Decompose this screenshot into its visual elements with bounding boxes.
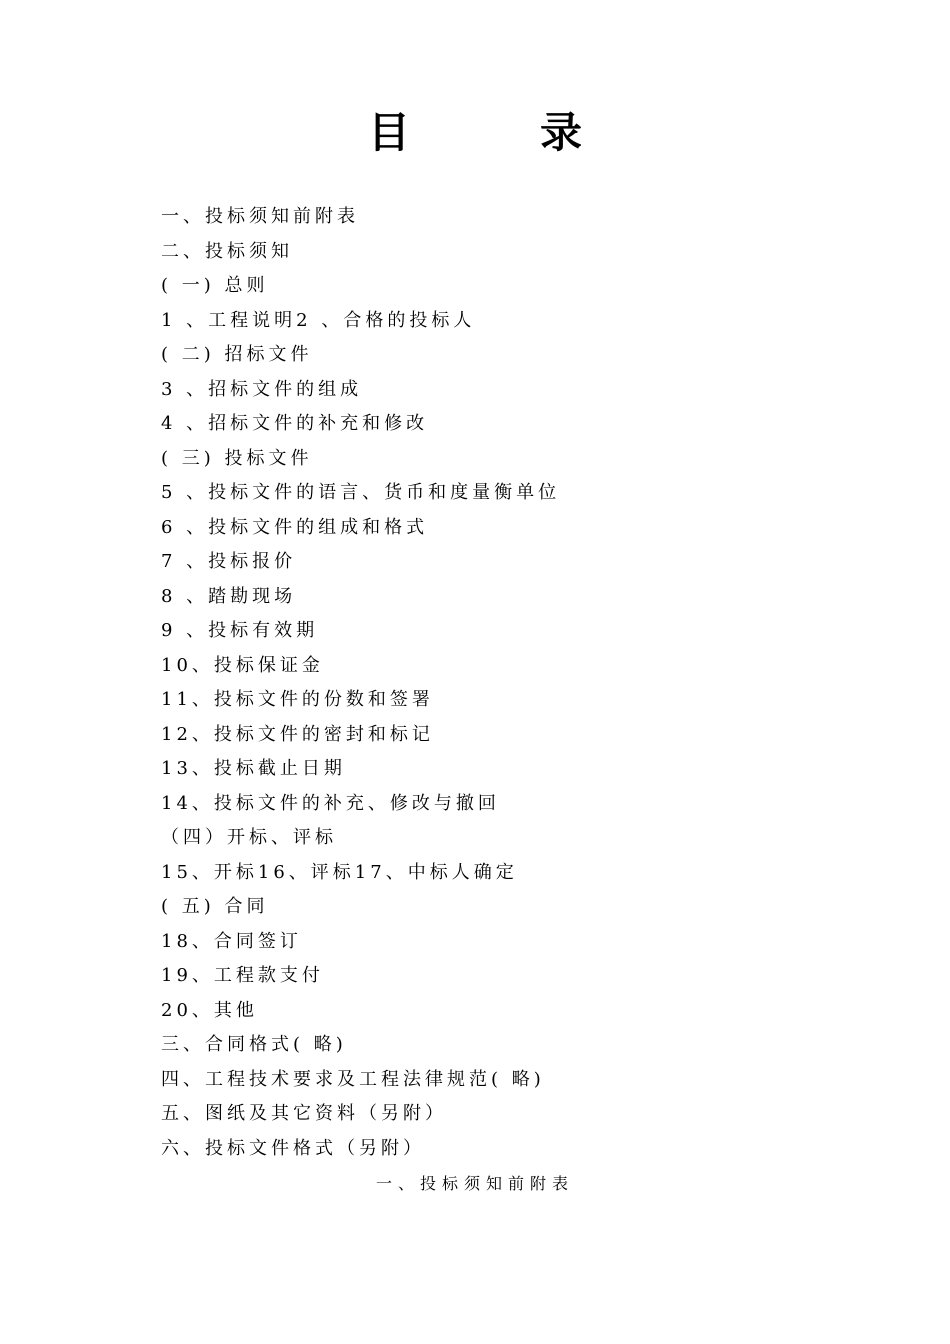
toc-item: 12、投标文件的密封和标记 bbox=[161, 723, 434, 745]
toc-item: ( 一) 总则 bbox=[161, 275, 269, 296]
section-heading: 一、投标须知前附表 bbox=[375, 1174, 574, 1193]
toc-item: 14、投标文件的补充、修改与撤回 bbox=[161, 792, 500, 814]
toc-item: 8 、踏勘现场 bbox=[161, 585, 297, 607]
toc-item: 20、其他 bbox=[161, 999, 258, 1021]
toc-item: 18、合同签订 bbox=[161, 930, 302, 952]
toc-item: 13、投标截止日期 bbox=[161, 758, 346, 779]
toc-item: 三、合同格式( 略) bbox=[161, 1034, 347, 1055]
toc-item: 四、工程技术要求及工程法律规范( 略) bbox=[161, 1068, 545, 1090]
toc-item: 11、投标文件的份数和签署 bbox=[161, 689, 434, 710]
title-char-1: 目 bbox=[367, 108, 410, 157]
toc-item: ( 五) 合同 bbox=[161, 896, 269, 917]
toc-item: ( 二) 招标文件 bbox=[161, 344, 313, 365]
toc-item: 4 、招标文件的补充和修改 bbox=[161, 413, 429, 434]
table-of-contents bbox=[161, 200, 861, 1166]
toc-item: 3 、招标文件的组成 bbox=[161, 378, 363, 400]
toc-item: 19、工程款支付 bbox=[161, 965, 324, 986]
toc-item: 15、开标16、评标17、中标人确定 bbox=[161, 861, 518, 883]
toc-item: 五、图纸及其它资料（另附） bbox=[161, 1103, 447, 1124]
toc-item: 1 、工程说明2 、合格的投标人 bbox=[161, 309, 476, 331]
toc-item: 9 、投标有效期 bbox=[161, 620, 319, 641]
toc-item: ( 三) 投标文件 bbox=[161, 447, 313, 469]
page-title bbox=[0, 100, 950, 160]
toc-item: 六、投标文件格式（另附） bbox=[161, 1137, 425, 1159]
toc-item: 一、投标须知前附表 bbox=[161, 206, 359, 227]
title-char-2: 录 bbox=[540, 108, 583, 157]
toc-item: （四）开标、评标 bbox=[161, 827, 337, 848]
toc-item: 7 、投标报价 bbox=[161, 551, 297, 572]
toc-item: 10、投标保证金 bbox=[161, 654, 324, 676]
toc-item: 二、投标须知 bbox=[161, 240, 293, 262]
toc-item: 6 、投标文件的组成和格式 bbox=[161, 516, 429, 538]
toc-item: 5 、投标文件的语言、货币和度量衡单位 bbox=[161, 482, 561, 503]
